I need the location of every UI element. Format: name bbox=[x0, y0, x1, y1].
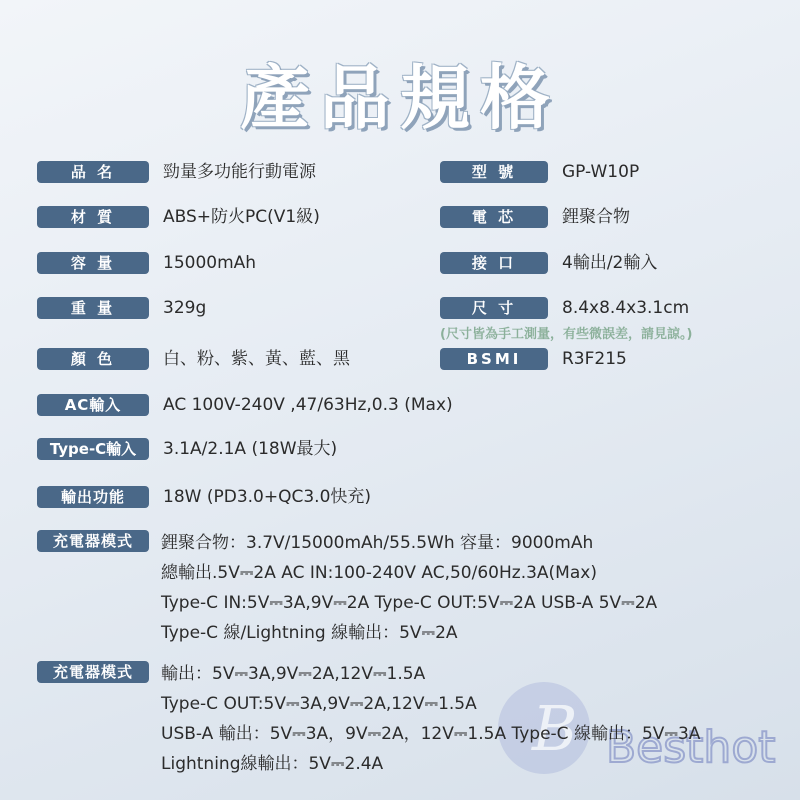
label-product-name: 品 名 bbox=[37, 161, 149, 183]
value-typec-input: 3.1A/2.1A (18W最大) bbox=[163, 439, 338, 459]
label-output-function: 輸出功能 bbox=[37, 486, 149, 508]
value-output-function: 18W (PD3.0+QC3.0快充) bbox=[163, 487, 372, 507]
label-ac-input: AC輸入 bbox=[37, 394, 149, 416]
charger-mode-1-line: Type-C 線/Lightning 線輸出：5V⎓2A bbox=[161, 623, 458, 643]
label-model: 型 號 bbox=[440, 161, 548, 183]
charger-mode-2-line: Lightning線輸出：5V⎓2.4A bbox=[161, 754, 384, 774]
value-model: GP-W10P bbox=[562, 162, 640, 182]
value-product-name: 勁量多功能行動電源 bbox=[163, 162, 316, 182]
value-ac-input: AC 100V-240V ,47/63Hz,0.3 (Max) bbox=[163, 395, 453, 415]
label-size: 尺 寸 bbox=[440, 297, 548, 319]
page-title: 產品規格 bbox=[240, 57, 560, 139]
label-ports: 接 口 bbox=[440, 252, 548, 274]
svg-text:B: B bbox=[532, 692, 578, 765]
value-battery-cell: 鋰聚合物 bbox=[562, 207, 630, 227]
value-ports: 4輸出/2輸入 bbox=[562, 253, 658, 273]
svg-text:Besthot: Besthot bbox=[606, 722, 776, 773]
value-weight: 329g bbox=[163, 298, 207, 318]
label-typec-input: Type-C輸入 bbox=[37, 438, 149, 460]
label-battery-cell: 電 芯 bbox=[440, 206, 548, 228]
label-charger-mode-2: 充電器模式 bbox=[37, 661, 149, 683]
label-color: 顏 色 bbox=[37, 348, 149, 370]
value-material: ABS+防火PC(V1級) bbox=[163, 207, 320, 227]
label-bsmi: BSMI bbox=[440, 348, 548, 370]
charger-mode-1-line: 總輸出.5V⎓2A AC IN:100-240V AC,50/60Hz.3A(Max) bbox=[161, 563, 597, 583]
label-weight: 重 量 bbox=[37, 297, 149, 319]
charger-mode-2-details bbox=[161, 659, 700, 779]
value-size: 8.4x8.4x3.1cm bbox=[562, 298, 690, 318]
charger-mode-2-line: Type-C OUT:5V⎓3A,9V⎓2A,12V⎓1.5A bbox=[161, 694, 477, 714]
label-charger-mode-1: 充電器模式 bbox=[37, 530, 149, 552]
value-capacity: 15000mAh bbox=[163, 253, 257, 273]
charger-mode-2-line: 輸出：5V⎓3A,9V⎓2A,12V⎓1.5A bbox=[161, 664, 426, 684]
size-note: (尺寸皆為手工測量，有些微誤差，請見諒。) bbox=[440, 327, 693, 342]
value-bsmi: R3F215 bbox=[562, 349, 627, 369]
charger-mode-1-line: Type-C IN:5V⎓3A,9V⎓2A Type-C OUT:5V⎓2A USB-A 5V⎓2A bbox=[161, 593, 658, 613]
label-material: 材 質 bbox=[37, 206, 149, 228]
value-color: 白、粉、紫、黃、藍、黑 bbox=[163, 349, 350, 369]
charger-mode-1-details bbox=[161, 528, 657, 648]
charger-mode-2-line: USB-A 輸出：5V⎓3A，9V⎓2A，12V⎓1.5A Type-C 線輸出：5V⎓3A bbox=[161, 724, 701, 744]
label-capacity: 容 量 bbox=[37, 252, 149, 274]
charger-mode-1-line: 鋰聚合物：3.7V/15000mAh/55.5Wh 容量：9000mAh bbox=[161, 533, 594, 553]
